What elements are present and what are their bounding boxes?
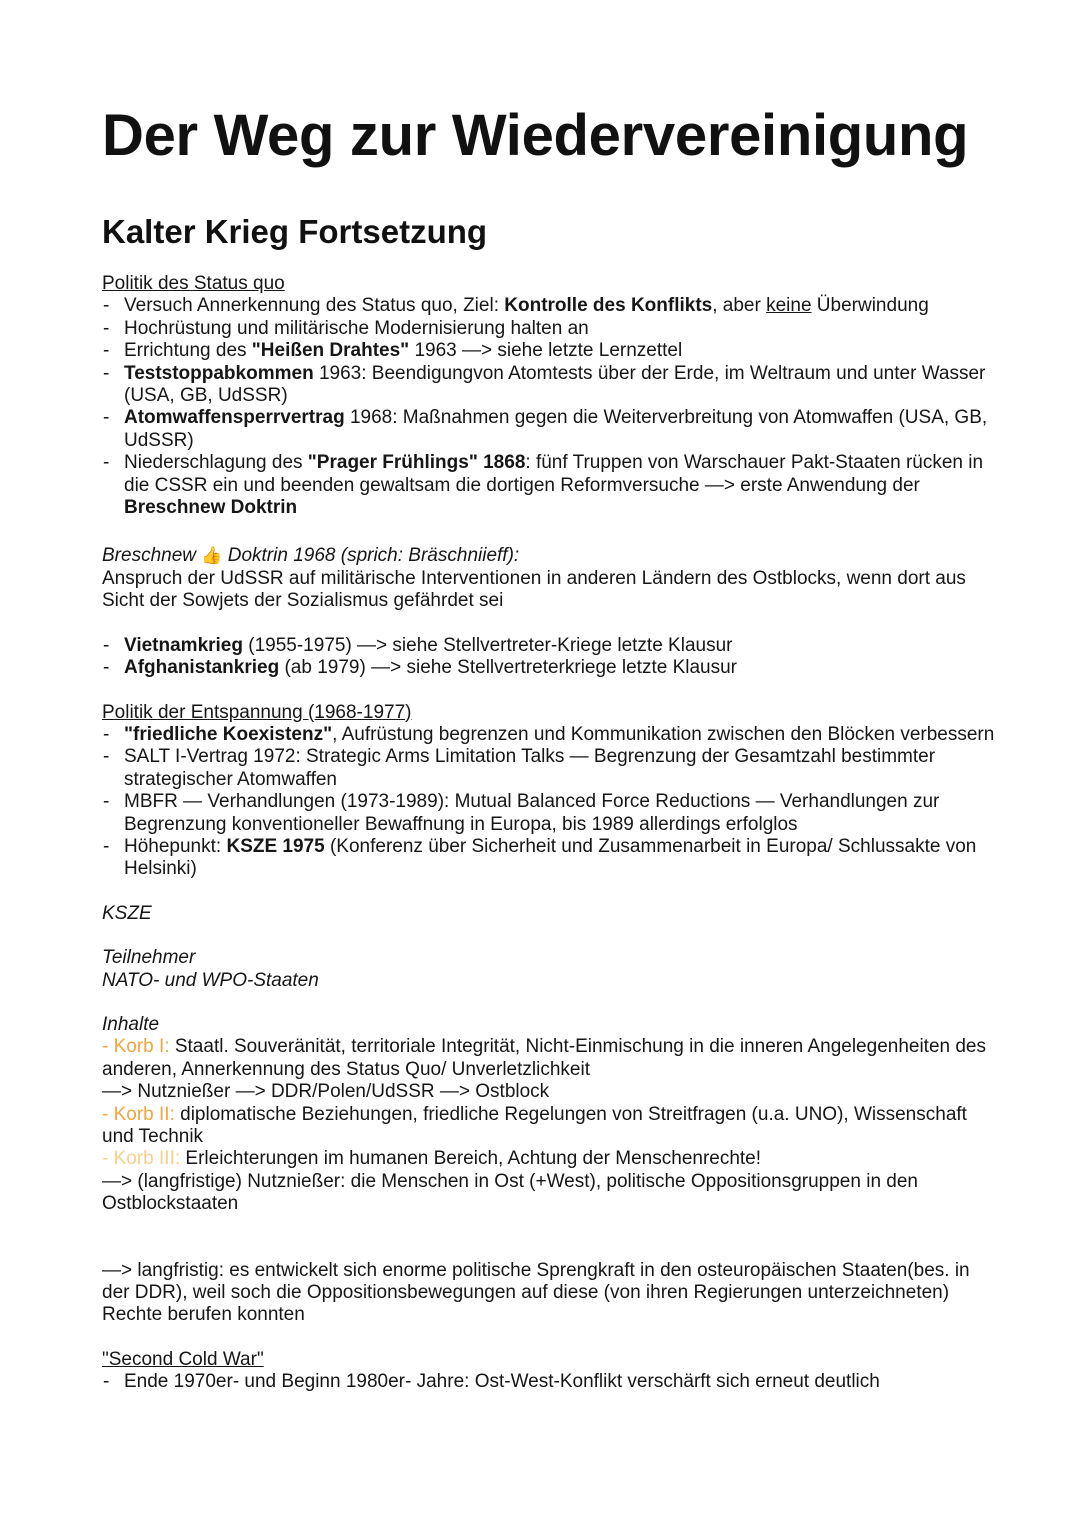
bold-text: "Prager Frühlings" 1868 (307, 452, 526, 474)
text: Höhepunkt: (124, 835, 227, 857)
bold-text: Afghanistankrieg (124, 657, 280, 679)
list-item (102, 363, 1002, 408)
korb-1-note: —> Nutznießer —> DDR/Polen/UdSSR —> Ostblock (102, 1081, 550, 1103)
text: Überwindung (811, 295, 929, 317)
bold-text: Teststoppabkommen (124, 362, 314, 384)
list-item (102, 724, 1002, 746)
korb-1 (102, 1036, 1002, 1081)
underlined-text: keine (766, 295, 812, 317)
list-item (102, 635, 1002, 657)
list-item: - SALT I-Vertrag 1972: Strategic Arms Limitation Talks — Begrenzung der Gesamtzahl bestimmter strategischer Atomwaffen (102, 746, 1002, 791)
second-cold-war-list (102, 1371, 1002, 1393)
list-item (102, 836, 1002, 881)
teilnehmer-label: Teilnehmer (102, 947, 196, 969)
inhalte-label: Inhalte (102, 1013, 160, 1035)
list-item (102, 340, 1002, 362)
list-item (102, 452, 1002, 519)
bold-text: Kontrolle des Konflikts (504, 295, 713, 317)
text: 1963: Beendigungvon Atomtests über der Erde, im Weltraum und unter Wasser (USA, GB, UdSSR) (124, 362, 986, 407)
bold-text: Atomwaffensperrvertrag (124, 407, 345, 429)
breschnew-text: Anspruch der UdSSR auf militärische Interventionen in anderen Ländern des Ostblocks, wenn dort aus Sicht der Sowjets der Sozialismus gefährdet sei (102, 567, 966, 612)
text: Staatl. Souveränität, territoriale Integrität, Nicht-Einmischung in die inneren Angelegenheiten des anderen, Annerkennung des Status Quo/ Unverletzlichkeit (102, 1036, 987, 1080)
document-body (102, 273, 1002, 1394)
bold-text: "friedliche Koexistenz" (124, 723, 333, 745)
list-item (102, 407, 1002, 452)
ksze-heading: KSZE (102, 902, 152, 924)
text: Doktrin 1968 (sprich: Bräschniieff): (222, 545, 520, 567)
text: (ab 1979) —> siehe Stellvertreterkriege letzte Klausur (279, 657, 738, 679)
korb-2 (102, 1104, 1002, 1149)
breschnew-heading (102, 545, 1002, 567)
text: Breschnew (102, 545, 202, 567)
korb-label: - Korb II: (102, 1103, 175, 1125)
text: diplomatische Beziehungen, friedliche Regelungen von Streitfragen (u.a. UNO), Wissenschaft und Technik (102, 1103, 967, 1147)
list-item (102, 295, 1002, 317)
text: Erleichterungen im humanen Bereich, Achtung der Menschenrechte! (180, 1148, 762, 1170)
status-quo-heading: Politik des Status quo (102, 273, 285, 294)
text: (Konferenz über Sicherheit und Zusammenarbeit in Europa/ Schlussakte von Helsinki) (124, 835, 977, 880)
langfristig-paragraph: —> langfristig: es entwickelt sich enorme politische Sprengkraft in den osteuropäischen Staaten(bes. in der DDR), weil soch die Oppositionsbewegungen auf diese (von ihren Regierungen unterzeichneten) Rechte berufen konnten (102, 1259, 970, 1326)
text: Niederschlagung des (124, 452, 308, 474)
text: , aber (712, 295, 767, 317)
list-item (102, 657, 1002, 679)
wars-list (102, 635, 1002, 680)
korb-label: - Korb I: (102, 1036, 170, 1058)
korb-3 (102, 1148, 1002, 1170)
list-item: - Ende 1970er- und Beginn 1980er- Jahre: Ost-West-Konflikt verschärft sich erneut deutlich (102, 1371, 1002, 1393)
bold-text: "Heißen Drahtes" (251, 340, 410, 362)
text: (1955-1975) —> siehe Stellvertreter-Kriege letzte Klausur (242, 634, 733, 656)
bold-text: KSZE 1975 (226, 835, 325, 857)
entspannung-heading: Politik der Entspannung (1968-1977) (102, 701, 412, 723)
section-title: Kalter Krieg Fortsetzung (102, 213, 488, 250)
text: : fünf Truppen von Warschauer Pakt-Staaten rücken in die CSSR ein und beenden gewaltsam die dortigen Reformversuche —> erste Anwendung der (124, 452, 984, 496)
text: , Aufrüstung begrenzen und Kommunikation zwischen den Blöcken verbessern (332, 723, 995, 745)
bold-text: Vietnamkrieg (124, 634, 243, 656)
bold-text: Breschnew Doktrin (124, 497, 298, 519)
korb-label: - Korb III: (102, 1148, 181, 1170)
second-cold-war-heading: "Second Cold War" (102, 1348, 264, 1370)
text: Errichtung des (124, 340, 252, 362)
text: 1963 —> siehe letzte Lernzettel (409, 340, 683, 362)
page-title: Der Weg zur Wiedervereinigung (102, 103, 969, 168)
list-item: - Hochrüstung und militärische Modernisierung halten an (102, 318, 1002, 340)
text: Versuch Annerkennung des Status quo, Ziel: (124, 295, 505, 317)
korb-3-note: —> (langfristige) Nutznießer: die Menschen in Ost (+West), politische Oppositionsgruppen in den Ostblockstaaten (102, 1170, 918, 1215)
teilnehmer-value: NATO- und WPO-Staaten (102, 969, 319, 991)
text: 1968: Maßnahmen gegen die Weiterverbreitung von Atomwaffen (USA, GB, UdSSR) (124, 407, 988, 451)
status-quo-list (102, 295, 1002, 519)
entspannung-list (102, 724, 1002, 881)
thumbs-up-icon: 👍 (201, 546, 223, 566)
list-item: - MBFR — Verhandlungen (1973-1989): Mutual Balanced Force Reductions — Verhandlungen zur Begrenzung konventioneller Bewaffnung in Europa, bis 1989 allerdings erfolglos (102, 791, 1002, 836)
